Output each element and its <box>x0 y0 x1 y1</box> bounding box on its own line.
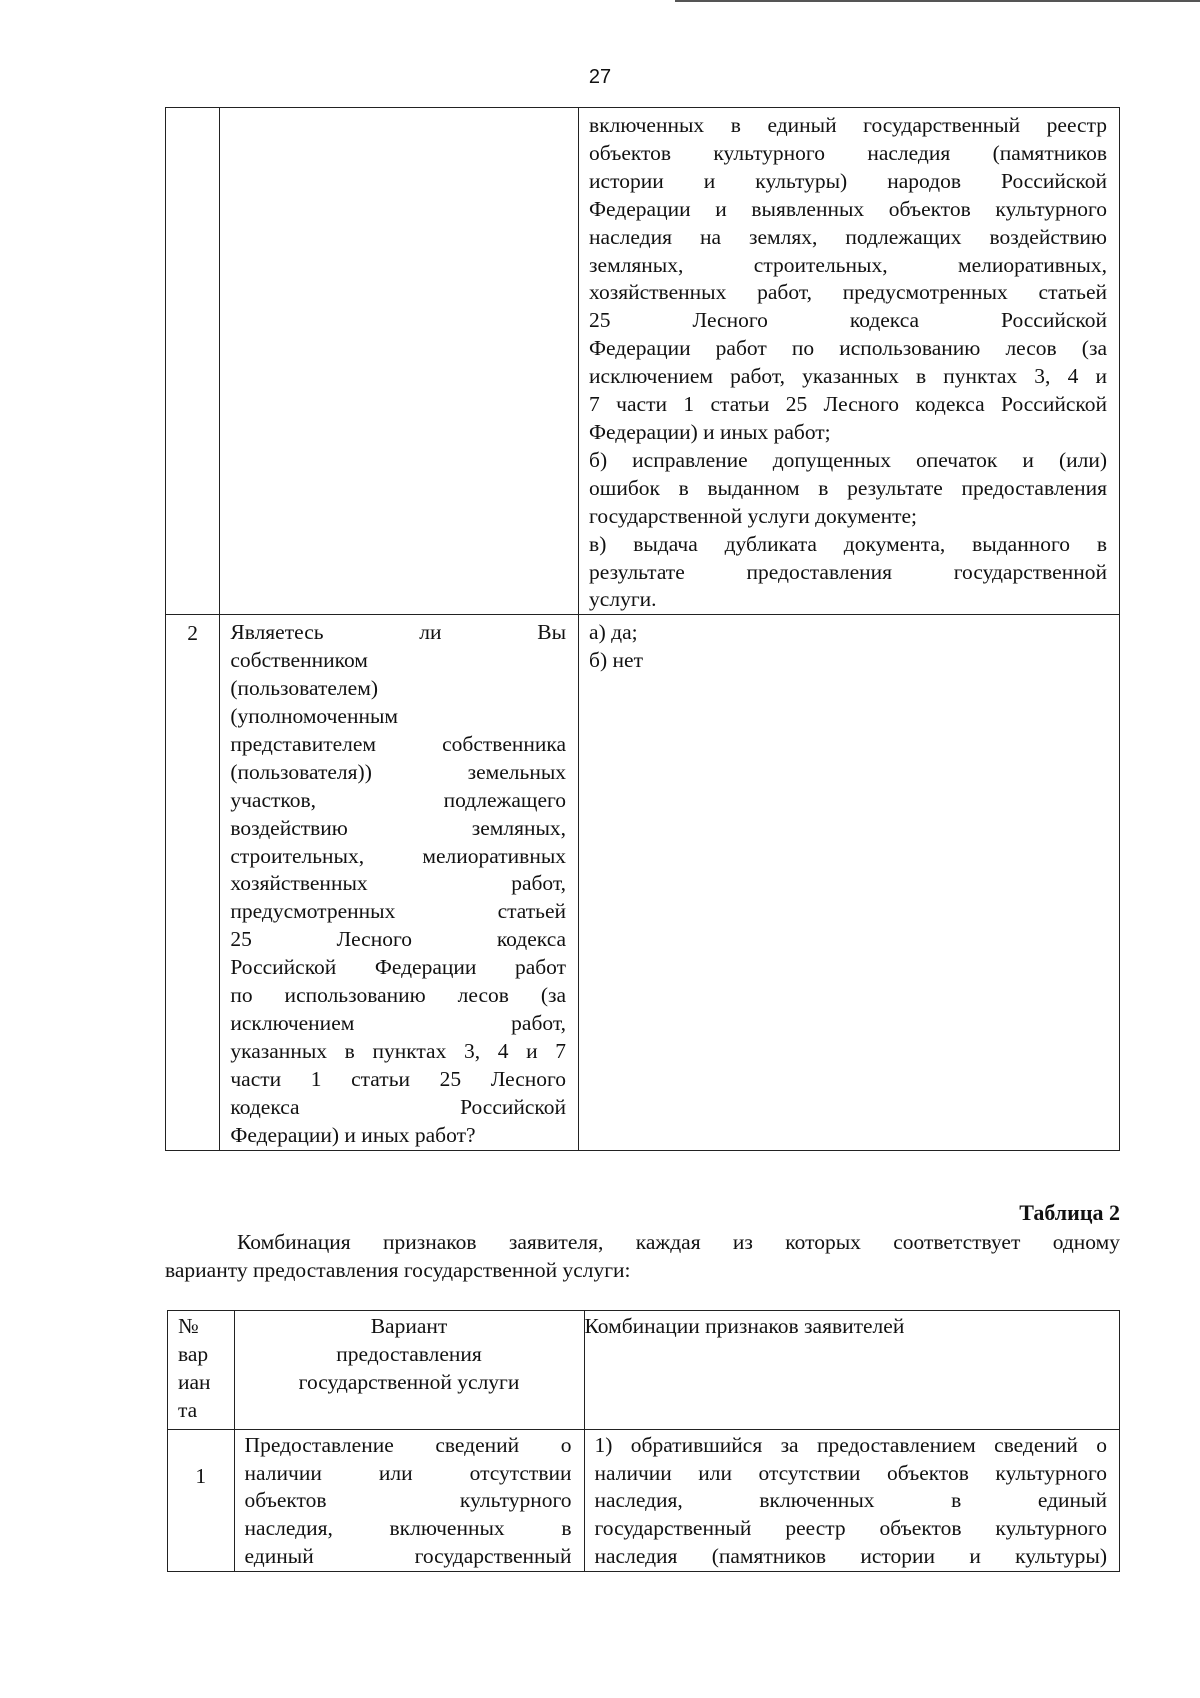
header-variant-cell <box>234 1311 584 1430</box>
applicant-questions-table <box>165 107 1120 1151</box>
text-line: 25 Лесного кодекса Российской <box>589 308 1107 333</box>
table-header-row <box>168 1311 1120 1430</box>
text-line: 7 части 1 статьи 25 Лесного кодекса Российской <box>589 392 1107 417</box>
text-line: (уполномоченным <box>230 704 399 729</box>
text-line: та <box>178 1397 198 1422</box>
header-variant <box>235 1311 584 1397</box>
question-text <box>230 619 566 1149</box>
text-line: № <box>178 1314 199 1338</box>
text-line: хозяйственных работ, предусмотренных статьей <box>589 280 1107 305</box>
text-line: Российской Федерации работ <box>230 955 567 980</box>
text-line: Являетесь ли Вы <box>230 620 567 645</box>
text-line: услуги. <box>589 587 657 612</box>
text-line: государственной услуги документе; <box>589 503 917 528</box>
text-line: наследия, включенных в единый <box>594 1488 1107 1513</box>
row-number: 1 <box>195 1463 207 1488</box>
variant-cell <box>234 1429 584 1572</box>
text-line: Комбинация признаков заявителя, каждая из которых соответствует одному <box>237 1230 1120 1254</box>
text-line: Предоставление сведений о <box>244 1432 572 1457</box>
combination-text <box>595 1432 1108 1572</box>
text-line: вар <box>178 1341 209 1366</box>
text-line: 1) обратившийся за предоставлением сведений о <box>594 1432 1107 1457</box>
text-line: 25 Лесного кодекса <box>230 927 567 952</box>
text-line: результате предоставления государственной <box>589 559 1107 584</box>
text-line: участков, подлежащего <box>230 787 567 812</box>
text-line: строительных, мелиоративных <box>230 843 567 868</box>
text-line: наличии или отсутствии <box>244 1460 572 1485</box>
text-line: иан <box>178 1369 211 1394</box>
text-line: б) нет <box>589 648 643 673</box>
answer-cell <box>579 108 1120 615</box>
text-line: истории и культуры) народов Российской <box>589 168 1107 193</box>
text-line: земляных, строительных, мелиоративных, <box>589 252 1107 277</box>
table-row <box>166 615 1120 1150</box>
text-line: собственником <box>230 648 368 673</box>
page-number: 27 <box>588 66 612 88</box>
text-line: исключением работ, <box>230 1011 567 1035</box>
text-line: кодекса Российской <box>230 1094 567 1119</box>
text-line: варианту предоставления государственной услуги: <box>165 1257 631 1282</box>
text-line: государственный реестр объектов культурного <box>594 1516 1107 1541</box>
text-line: ошибок в выданном в результате предоставления <box>589 475 1107 500</box>
top-border-line <box>675 0 1200 2</box>
text-line: Федерации и выявленных объектов культурного <box>589 196 1107 221</box>
variants-table <box>167 1310 1120 1572</box>
text-line: указанных в пунктах 3, 4 и 7 <box>230 1038 567 1063</box>
text-line: предусмотренных статьей <box>230 899 567 924</box>
text-line: Федерации) и иных работ? <box>230 1122 476 1147</box>
text-line: государственной услуги <box>298 1369 520 1394</box>
text-line: а) да; <box>589 620 638 645</box>
answer-cell <box>579 615 1120 1150</box>
table-intro-text <box>165 1229 1120 1285</box>
row-number-cell <box>168 1429 235 1572</box>
table-row <box>166 108 1120 615</box>
question-cell <box>220 108 579 615</box>
variant-text <box>245 1432 572 1572</box>
text-line: наследия (памятников истории и культуры) <box>594 1544 1107 1569</box>
header-combination-cell <box>584 1311 1120 1430</box>
text-line: Федерации работ по использованию лесов (за <box>589 336 1107 361</box>
text-line: объектов культурного наследия (памятников <box>589 140 1107 165</box>
text-line: в) выдача дубликата документа, выданного в <box>589 531 1107 556</box>
text-line: объектов культурного <box>244 1488 572 1513</box>
text-line: представителем собственника <box>230 731 567 756</box>
text-line: хозяйственных работ, <box>230 871 567 896</box>
text-line: наличии или отсутствии объектов культурного <box>594 1460 1107 1485</box>
text-line: (пользователя)) земельных <box>230 759 567 784</box>
header-combination: Комбинации признаков заявителей <box>584 1314 905 1338</box>
table-row <box>168 1429 1120 1572</box>
text-line: по использованию лесов (за <box>230 983 567 1008</box>
text-line: исключением работ, указанных в пунктах 3, 4 и <box>589 364 1107 389</box>
question-cell <box>220 615 579 1150</box>
text-line: воздействию земляных, <box>230 815 567 840</box>
text-line: единый государственный <box>244 1544 572 1569</box>
header-number <box>178 1313 234 1425</box>
answer-text <box>589 112 1107 614</box>
text-line: Федерации) и иных работ; <box>589 419 831 444</box>
row-number: 2 <box>187 621 199 646</box>
text-line: включенных в единый государственный реестр <box>589 113 1107 137</box>
text-line: наследия на землях, подлежащих воздействию <box>589 224 1107 249</box>
text-line: предоставления <box>336 1341 482 1366</box>
answer-options <box>589 619 1107 675</box>
text-line: (пользователем) <box>230 676 378 701</box>
text-line: наследия, включенных в <box>244 1516 572 1541</box>
row-number-cell <box>166 615 220 1150</box>
header-number-cell <box>168 1311 235 1430</box>
combination-cell <box>584 1429 1120 1572</box>
text-line: Вариант <box>370 1314 448 1338</box>
text-line: части 1 статьи 25 Лесного <box>230 1066 567 1091</box>
text-line: б) исправление допущенных опечаток и (или) <box>589 447 1107 472</box>
row-number-cell <box>166 108 220 615</box>
table-caption: Таблица 2 <box>1019 1200 1120 1225</box>
